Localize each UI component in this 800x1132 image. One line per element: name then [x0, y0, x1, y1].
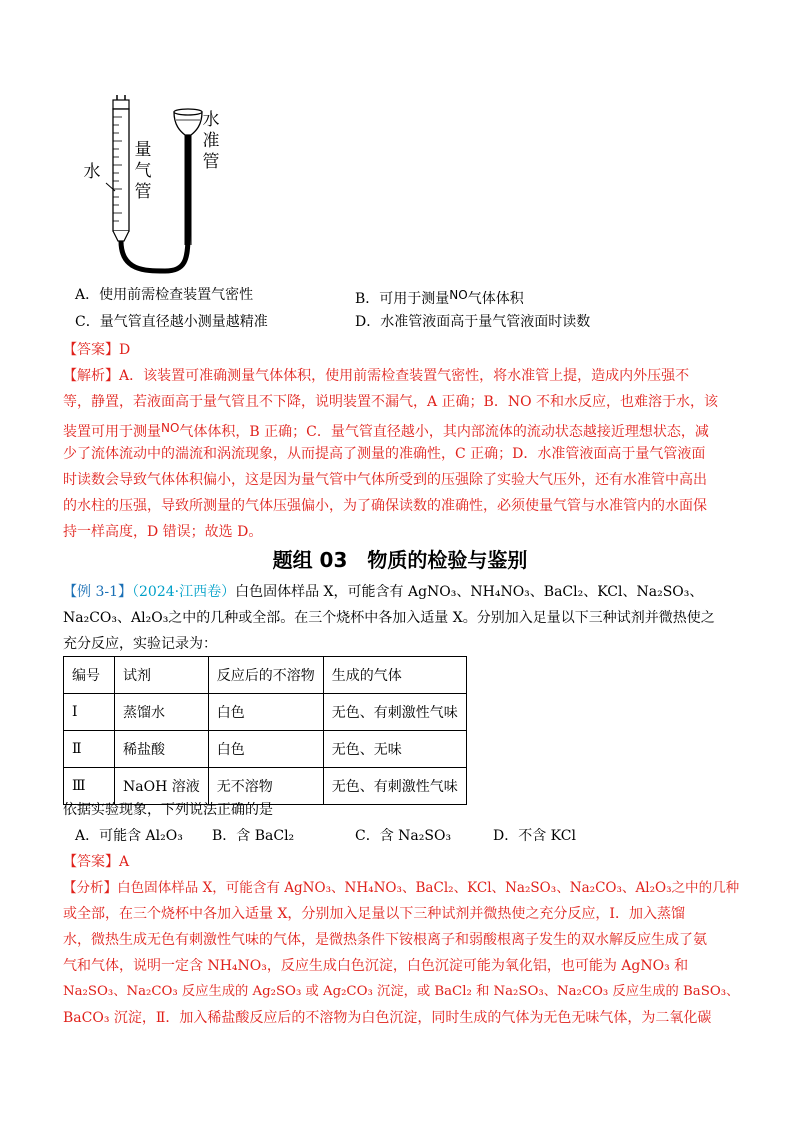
example-line-1: [63, 582, 703, 602]
gas-measuring-apparatus-figure: [70, 95, 260, 280]
table-row: [64, 768, 467, 805]
analysis-2-line-3: 水，微热生成无色有刺激性气味的气体，是微热条件下铵根离子和弱酸根离子发生的双水解反应生成了氨: [63, 932, 707, 948]
option-c-2: C．含 Na₂SO₃: [355, 828, 452, 844]
analysis-1-line-4: 少了流体流动中的湍流和涡流现象，从而提高了测量的准确性，C 正确；D．水准管液面高于量气管液面: [63, 446, 706, 462]
analysis-2-line-5: Na₂SO₃、Na₂CO₃ 反应生成的 Ag₂SO₃ 或 Ag₂CO₃ 沉淀，或 BaCl₂ 和 Na₂SO₃、Na₂CO₃ 反应生成的 BaSO₃、: [63, 984, 740, 999]
analysis-1-no-formula: NO: [161, 421, 180, 435]
table-header: 试剂: [115, 657, 209, 694]
option-b-1: [355, 285, 524, 309]
table-cell: 稀盐酸: [115, 731, 209, 768]
table-cell: 无色、有刺激性气味: [323, 768, 466, 805]
table-row: [64, 694, 467, 731]
table-cell: Ⅱ: [64, 731, 115, 768]
example-tag: 【例 3-1】: [63, 584, 132, 600]
table-cell: Ⅰ: [64, 694, 115, 731]
option-a-1: A．使用前需检查装置气密性: [75, 287, 254, 303]
table-header: 反应后的不溶物: [208, 657, 323, 694]
table-cell: 白色: [208, 731, 323, 768]
table-cell: 无色、有刺激性气味: [323, 694, 466, 731]
table-header-row: [64, 657, 467, 694]
option-b-2: B．含 BaCl₂: [212, 828, 295, 844]
level-tube-label: 水准管: [202, 110, 220, 172]
table-row: [64, 731, 467, 768]
table-cell: 白色: [208, 694, 323, 731]
table-cell: 无不溶物: [208, 768, 323, 805]
analysis-1-line-7: 持一样高度，D 错误；故选 D。: [63, 524, 263, 540]
analysis-2-line-4: 气和气体，说明一定含 NH₄NO₃，反应生成白色沉淀，白色沉淀可能为氧化铝，也可能为 AgNO₃ 和: [63, 958, 689, 974]
no-formula: NO: [449, 288, 468, 302]
table-cell: 蒸馏水: [115, 694, 209, 731]
analysis-2-line-6: BaCO₃ 沉淀，Ⅱ．加入稀盐酸反应后的不溶物为白色沉淀，同时生成的气体为无色无味气体，为二氧化碳: [63, 1010, 712, 1026]
experiment-table: [63, 656, 467, 805]
option-b-1-post: 气体体积: [467, 291, 524, 307]
analysis-1-line-3: [63, 418, 709, 442]
example-line-3: 充分反应，实验记录为：: [63, 636, 217, 652]
option-b-1-pre: B．可用于测量: [355, 291, 450, 307]
option-a-2: A．可能含 Al₂O₃: [75, 828, 183, 844]
answer-1: 【答案】D: [63, 342, 131, 358]
option-d-1: D．水准管液面高于量气管液面时读数: [355, 314, 591, 330]
question-stem: 依据实验现象，下列说法正确的是: [63, 802, 273, 818]
table-header: 编号: [64, 657, 115, 694]
analysis-1-line-3-pre: 装置可用于测量: [63, 424, 161, 440]
table-cell: Ⅲ: [64, 768, 115, 805]
analysis-1-line-3-post: 气体体积，B 正确；C．量气管直径越小，其内部流体的流动状态越接近理想状态，减: [179, 424, 709, 440]
analysis-1-line-6: 的水柱的压强，导致所测量的气体压强偏小，为了确保读数的准确性，必须使量气管与水准管内的水面保: [63, 498, 707, 514]
analysis-1-line-5: 时读数会导致气体体积偏小，这是因为量气管中气体所受到的压强除了实验大气压外，还有水准管中高出: [63, 472, 707, 488]
example-line-2: Na₂CO₃、Al₂O₃之中的几种或全部。在三个烧杯中各加入适量 X。分别加入足量以下三种试剂并微热使之: [63, 610, 715, 626]
option-c-1: C．量气管直径越小测量越精准: [75, 314, 268, 330]
gauge-tube-label: 量气管: [134, 140, 152, 202]
section-title: 题组 03 物质的检验与鉴别: [272, 548, 528, 572]
analysis-2-line-1: 【分析】白色固体样品 X，可能含有 AgNO₃、NH₄NO₃、BaCl₂、KCl、Na₂SO₃、Na₂CO₃、Al₂O₃之中的几种: [63, 880, 740, 896]
option-d-2: D．不含 KCl: [493, 828, 576, 844]
table-cell: NaOH 溶液: [115, 768, 209, 805]
table-header: 生成的气体: [323, 657, 466, 694]
analysis-2-line-2: 或全部，在三个烧杯中各加入适量 X，分别加入足量以下三种试剂并微热使之充分反应，Ⅰ．加入蒸馏: [63, 906, 685, 922]
water-label: 水: [83, 162, 101, 182]
analysis-1-line-2: 等，静置，若液面高于量气管且不下降，说明装置不漏气，A 正确；B．NO 不和水反应，也难溶于水，该: [63, 394, 719, 410]
example-source: （2024·江西卷）: [132, 584, 236, 600]
answer-2: 【答案】A: [63, 854, 130, 870]
analysis-1-line-1: 【解析】A．该装置可准确测量气体体积，使用前需检查装置气密性，将水准管上提，造成内外压强不: [63, 368, 690, 384]
table-cell: 无色、无味: [323, 731, 466, 768]
example-line-1-text: 白色固体样品 X，可能含有 AgNO₃、NH₄NO₃、BaCl₂、KCl、Na₂SO₃、: [235, 584, 704, 600]
